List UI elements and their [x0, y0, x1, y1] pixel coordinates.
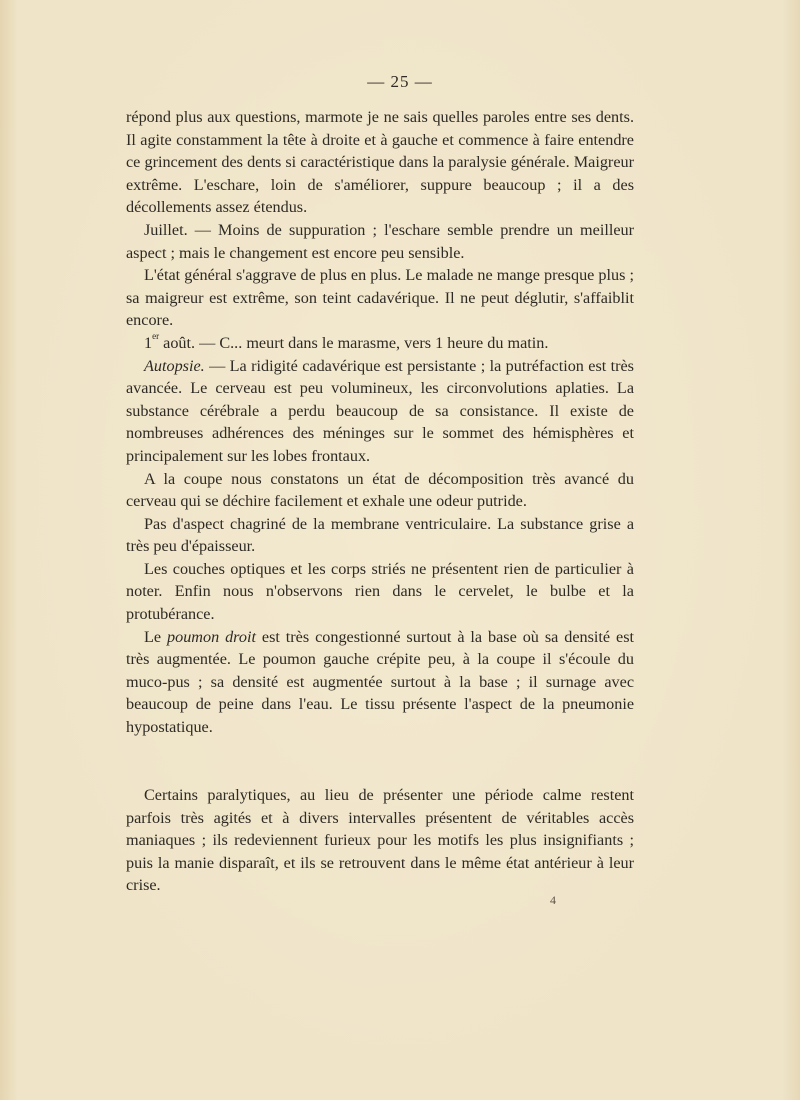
paragraph: Juillet. — Moins de suppuration ; l'eschare semble prendre un meilleur aspect ; mais le changement est encore peu sensible.: [126, 220, 634, 262]
lung-term: poumon droit: [167, 627, 256, 646]
autopsy-text: — La ridigité cadavérique est persistante ; la putréfaction est très avancée. Le cerveau est peu volumineux, les circonvolutions aplaties. La substance cérébrale a perdu beaucoup de sa consistance. Il existe de nombreuses adhérences des méninges sur le sommet des hémisphères et principalement sur les lobes frontaux.: [126, 356, 634, 465]
discussion-text: [126, 784, 634, 897]
paragraph: Certains paralytiques, au lieu de présenter une période calme restent parfois très agités et à divers intervalles présentent de véritables accès maniaques ; ils redeviennent furieux pour les motifs les plus insignifiants ; puis la manie disparaît, et ils se retrouvent dans le même état antérieur à leur crise.: [126, 786, 634, 895]
paragraph: Pas d'aspect chagriné de la membrane ventriculaire. La substance grise a très peu d'épaisseur.: [126, 514, 634, 556]
paragraph: A la coupe nous constatons un état de décomposition très avancé du cerveau qui se déchire facilement et exhale une odeur putride.: [126, 469, 634, 511]
lung-text: est très congestionné surtout à la base où sa densité est très augmentée. Le poumon gauche crépite peu, à la coupe il s'écoule du muco-pus ; sa densité est augmentée surtout à la base ; il surnage avec beaucoup de peine dans l'eau. Le tissu présente l'aspect de la pneumonie hypostatique.: [126, 627, 634, 737]
lung-prefix: Le: [144, 627, 167, 646]
august-day: 1: [144, 333, 153, 352]
case-report-text: [126, 106, 634, 739]
paragraph-autopsy: [126, 355, 634, 468]
paragraph: Les couches optiques et les corps striés ne présentent rien de particulier à noter. Enfin nous n'observons rien dans le cervelet, le bulbe et la protubérance.: [126, 559, 634, 624]
footer-mark: 4: [550, 893, 556, 907]
paragraph: répond plus aux questions, marmote je ne sais quelles paroles entre ses dents. Il agite constamment la tête à droite et à gauche et commence à faire entendre ce grincement des dents si caractéristique dans la paralysie générale. Maigreur extrême. L'eschare, loin de s'améliorer, suppure beaucoup ; il a des décollements assez étendus.: [126, 108, 634, 217]
paragraph: L'état général s'aggrave de plus en plus. Le malade ne mange presque plus ; sa maigreur est extrême, son teint cadavérique. Il ne peut déglutir, s'affaiblit encore.: [126, 266, 634, 330]
paragraph-august: [126, 332, 634, 355]
august-text: août. — C... meurt dans le marasme, vers 1 heure du matin.: [159, 333, 549, 352]
page-number: — 25 —: [367, 72, 433, 91]
august-day-suffix: er: [152, 330, 160, 341]
autopsy-heading: Autopsie.: [144, 356, 205, 375]
paragraph-lung: [126, 626, 634, 739]
